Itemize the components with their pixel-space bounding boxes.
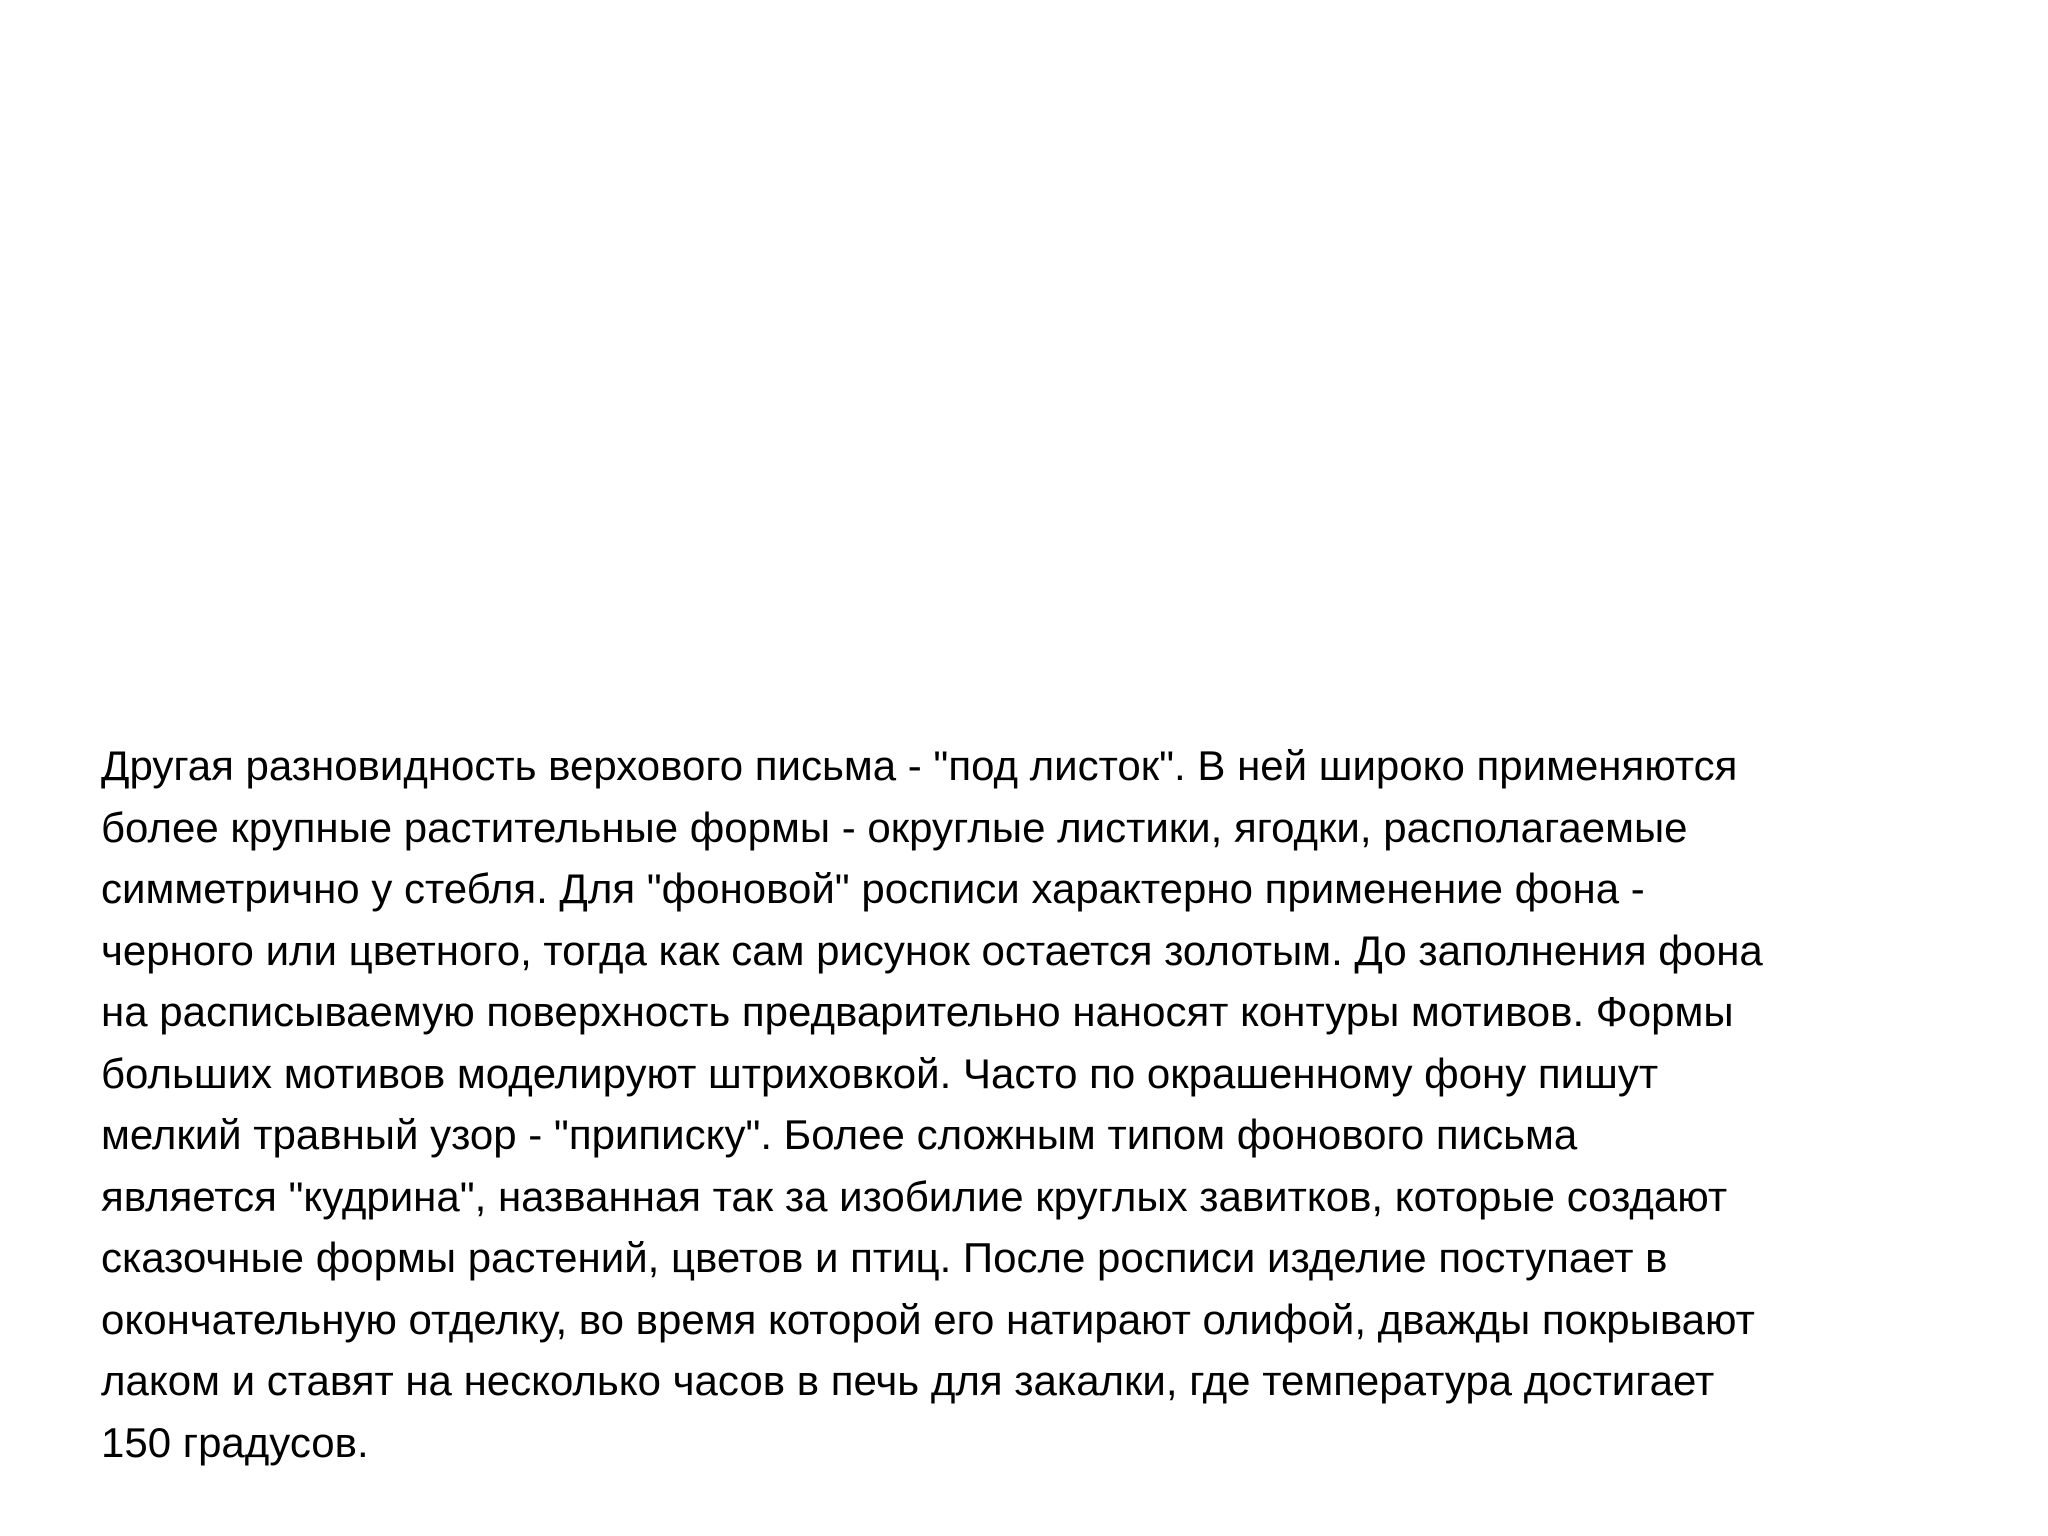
paragraph-line: Другая разновидность верхового письма - "под листок". В ней широко применяются <box>101 742 1738 789</box>
paragraph-line: лаком и ставят на несколько часов в печь для закалки, где температура достигает <box>101 1357 1715 1404</box>
paragraph-line: является "кудрина", названная так за изобилие круглых завитков, которые создают <box>101 1172 1728 1220</box>
paragraph-line: сказочные формы растений, цветов и птиц. После росписи изделие поступает в <box>101 1234 1668 1281</box>
paragraph-line: симметрично у стебля. Для "фоновой" росписи характерно применение фона - <box>101 865 1645 912</box>
paragraph-line: 150 градусов. <box>101 1418 369 1466</box>
paragraph-line: черного или цветного, тогда как сам рисунок остается золотым. До заполнения фона <box>101 926 1763 974</box>
paragraph-line: больших мотивов моделируют штриховкой. Часто по окрашенному фону пишут <box>101 1049 1659 1097</box>
paragraph-line: окончательную отделку, во время которой его натирают олифой, дважды покрывают <box>101 1295 1755 1343</box>
paragraph-line: на расписываемую поверхность предварительно наносят контуры мотивов. Формы <box>101 988 1734 1035</box>
body-paragraph <box>101 735 2001 1473</box>
paragraph-line: более крупные растительные формы - округлые листики, ягодки, располагаемые <box>101 803 1688 851</box>
paragraph-line: мелкий травный узор - "приписку". Более сложным типом фонового письма <box>101 1111 1578 1158</box>
